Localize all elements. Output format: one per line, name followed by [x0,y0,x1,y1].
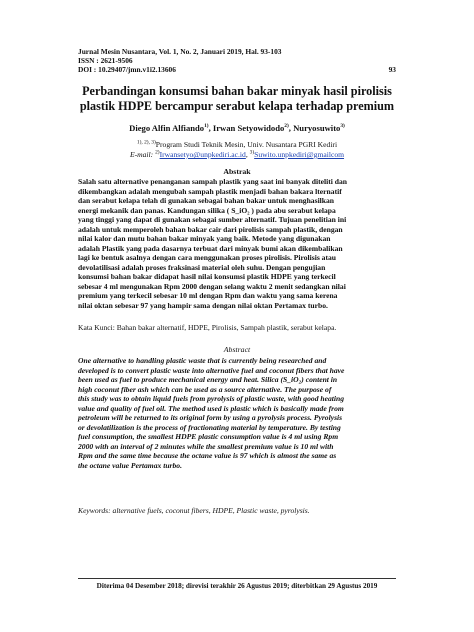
abstract-heading: Abstract [223,345,251,354]
abstract-line: 2000 with an interval of 2 minutes while the smallest premium value is 10 ml with [78,441,334,451]
abstract-line: fuel consumption, the smallest HDPE plastic consumption value is 4 ml using Rpm [78,432,339,441]
publication-dates: Diterima 04 Desember 2018; direvisi terakhir 26 Agustus 2019; diterbitkan 29 Agustus 2019 [96,582,378,590]
email-separator: , [245,150,250,159]
affiliation-text: Program Studi Teknik Mesin, Univ. Nusantara PGRI Kediri [155,140,338,149]
author-3: Nuryosuwito [293,123,341,133]
abstrak-line: premium yang terkecil sebesar 10 ml dengan Rpm dan waktu yang sama kerena [78,291,338,300]
abstrak-line: yang tinggi yang dapat di gunakan sebagai sumber alternatif. Tujuan penelitian ini [78,215,347,224]
abstrak-line: adalah Plastik yang pada dasarnya terbuat dari minyak bumi akan dikembalikan [78,243,343,253]
email-label: E-mail: [129,150,156,159]
email-1-sup: 2) [155,149,160,156]
abstrak-line: Salah satu alternative penanganan sampah plastik yang saat ini banyak diteliti dan [78,177,348,186]
email-link-2[interactable]: Suwito.unpkediri@gmailcom [254,150,345,159]
abstract-line: developed is to convert plastic waste into alternative fuel and coconut fibers that have [78,365,345,375]
issn: ISSN : 2621-9506 [78,56,133,65]
abstrak-line: nilai oktan sebesar 97 yang hampir sama dengan nilai oktan Pertamax turbo. [78,300,328,310]
kata-kunci: Kata Kunci: Bahan bakar alternatif, HDPE, Pirolisis, Sampah plastik, serabut kelapa. [78,323,337,332]
abstrak-line: adalah untuk memperoleh bahan bakar cair dari pirolisis sampah plastik, dengan [78,224,343,234]
author-list [70,123,404,133]
abstract-line: high coconut fiber ash which can be used as a source alternative. The purpose of [78,384,332,394]
abstract-line: value and quality of fuel oil. The method used is plastic which is basically made from [78,403,344,413]
author-3-sup: 3) [340,123,345,130]
title-line-2: plastik HDPE bercampur serabut kelapa terhadap premium [79,99,395,113]
affiliation-sup: 1), 2), 3) [136,139,156,146]
doi[interactable]: DOI : 10.29407/jmn.v1i2.13606 [78,65,176,74]
abstract-line: One alternative to handling plastic waste that is currently being researched and [78,356,327,365]
abstract-line: the octane value Pertamax turbo. [78,460,182,470]
page-number: 93 [388,65,396,74]
author-2-sup: 2) [284,123,289,130]
author-1: Diego Alfin Alfiando [129,123,205,133]
keywords: Keywords: alternative fuels, coconut fibers, HDPE, Plastic waste, pyrolysis. [78,506,310,515]
abstract-line: petroleum will be returned to its original form by using a pyrolysis process. Pyrolysis [78,413,343,422]
abstrak-line: konsumsi bahan bakar didapat hasil nilai konsumsi plastik HDPE yang terkecil [78,272,336,281]
abstrak-line: energi mekanik dan panas. Kandungan silika ( S_iO₂ ) pada abu serabut kelapa [78,205,336,215]
title-line-1: Perbandingan konsumsi bahan bakar minyak hasil pirolisis [82,84,392,98]
paper-title [70,84,404,114]
abstract-line: this study was to obtain liquid fuels from pyrolysis of plastic waste, with good heating [78,394,345,403]
author-1-sup: 1) [204,123,209,130]
abstract-body [78,356,396,470]
abstrak-body [78,177,396,310]
abstrak-line: nilai kalor dan mutu bahan bakar minyak yang baik. Metode yang digunakan [78,234,331,243]
abstract-line: been used as fuel to produce mechanical energy and heat. Silica (S_iO₂) content in [78,375,338,384]
email-link-1[interactable]: Irwansetyo@unpkediri.ac.id [159,150,246,159]
journal-header [78,47,396,74]
abstrak-line: dikembangkan adalah mengubah sampah plastik menjadi bahan bakara lternatif [78,186,342,196]
author-2: Irwan Setyowidodo [212,123,285,133]
abstrak-line: devolatilisasi adalah proses fraksinasi material oleh suhu. Dengan pengujian [78,262,326,272]
email-2-sup: 3) [249,149,255,156]
abstract-line: Rpm and the same time because the octane value is 97 which is almost the same as [78,451,337,460]
footer-divider [78,578,396,579]
abstrak-line: dan serabut kelapa telah di gunakan sebagai bahan bakar untuk menghasilkan [78,196,335,205]
abstrak-heading: Abstrak [223,167,251,176]
abstract-line: or devolatilization is the process of fractionating material by temperature. By testing [78,422,341,432]
abstrak-line: sebesar 4 ml mengunakan Rpm 2000 dengan selang waktu 2 menit sedangkan nilai [78,281,346,291]
author-separator: , [288,123,294,133]
affiliation-block [70,140,404,160]
journal-citation: Jurnal Mesin Nusantara, Vol. 1, No. 2, Januari 2019, Hal. 93-103 [78,47,282,56]
author-separator: , [208,123,213,133]
abstrak-line: lagi ke bentuk asalnya dengan cara menggunakan proses pirolisis. Pirolisis atau [78,253,337,262]
